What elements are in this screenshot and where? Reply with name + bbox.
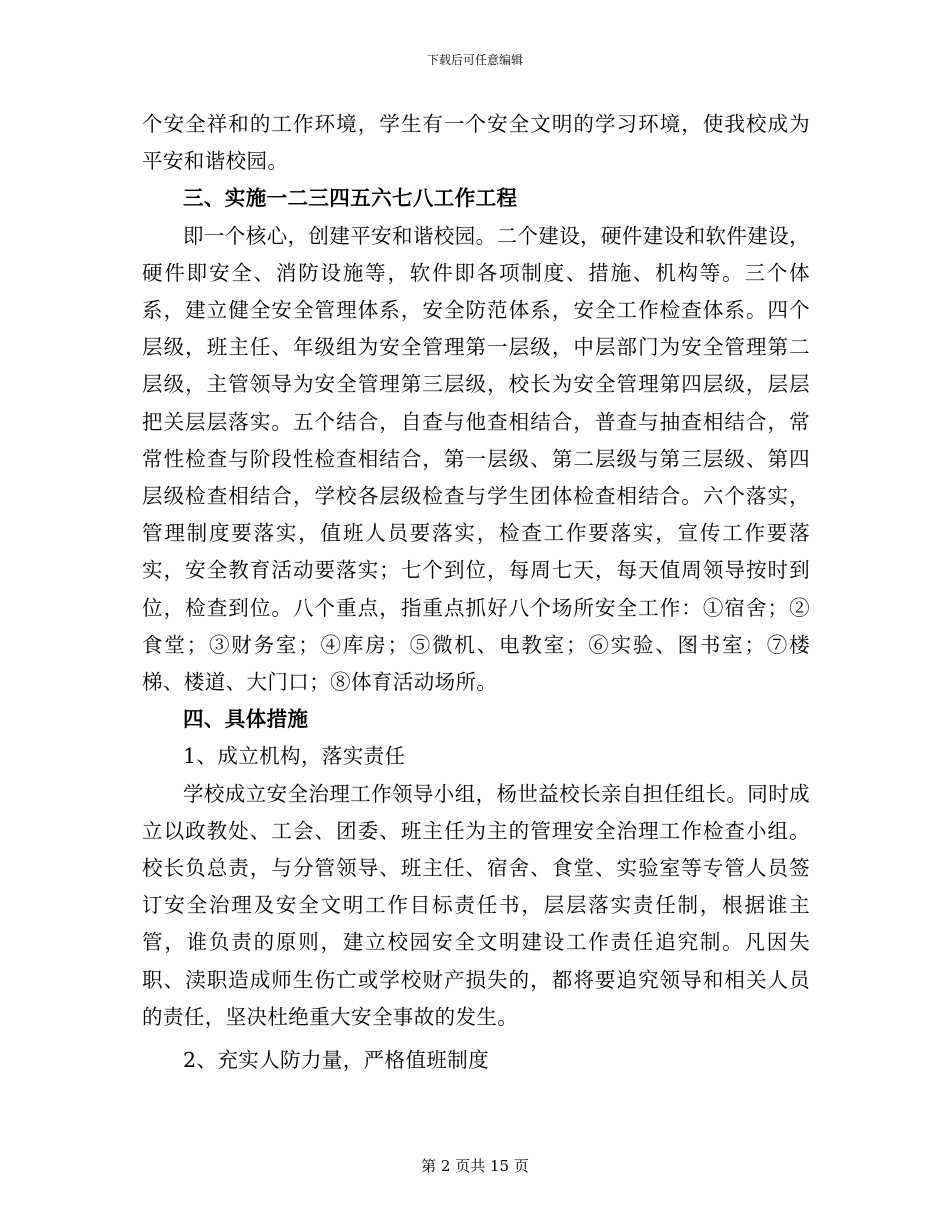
page-footer: 第 2 页共 15 页 bbox=[421, 1157, 529, 1175]
document-body bbox=[142, 106, 810, 1079]
paragraph-organization: 学校成立安全治理工作领导小组，杨世益校长亲自担任组长。同时成立以政教处、工会、团委、班主任为主的管理安全治理工作检查小组。校长负总责，与分管领导、班主任、宿舍、食堂、实验室等专管人员签订安全治理及安全文明工作目标责任书，层层落实责任制，根据谁主管，谁负责的原则，建立校园安全文明建设工作责任追究制。凡因失职、渎职造成师生伤亡或学校财产损失的，都将要追究领导和相关人员的责任，坚决杜绝重大安全事故的发生。 bbox=[142, 781, 810, 1029]
paragraph-intro: 个安全祥和的工作环境，学生有一个安全文明的学习环境，使我校成为平安和谐校园。 bbox=[142, 112, 810, 174]
subheading-2: 2、充实人防力量，严格值班制度 bbox=[183, 1048, 490, 1073]
subheading-1: 1、成立机构，落实责任 bbox=[183, 744, 406, 769]
section-heading-4: 四、具体措施 bbox=[183, 707, 309, 732]
section-heading-3: 三、实施一二三四五六七八工作工程 bbox=[183, 186, 518, 211]
paragraph-project: 即一个核心，创建平安和谐校园。二个建设，硬件建设和软件建设，硬件即安全、消防设施等，软件即各项制度、措施、机构等。三个体系，建立健全安全管理体系，安全防范体系，安全工作检查体系。四个层级，班主任、年级组为安全管理第一层级，中层部门为安全管理第二层级，主管领导为安全管理第三层级，校长为安全管理第四层级，层层把关层层落实。五个结合，自查与他查相结合，普查与抽查相结合，常常性检查与阶段性检查相结合，第一层级、第二层级与第三层级、第四层级检查相结合，学校各层级检查与学生团体检查相结合。六个落实，管理制度要落实，值班人员要落实，检查工作要落实，宣传工作要落实，安全教育活动要落实；七个到位，每周七天，每天值周领导按时到位，检查到位。八个重点，指重点抓好八个场所安全工作：①宿舍；②食堂；③财务室；④库房；⑤微机、电教室；⑥实验、图书室；⑦楼梯、楼道、大门口；⑧体育活动场所。 bbox=[142, 223, 810, 695]
page-header: 下载后可任意编辑 bbox=[426, 53, 523, 67]
